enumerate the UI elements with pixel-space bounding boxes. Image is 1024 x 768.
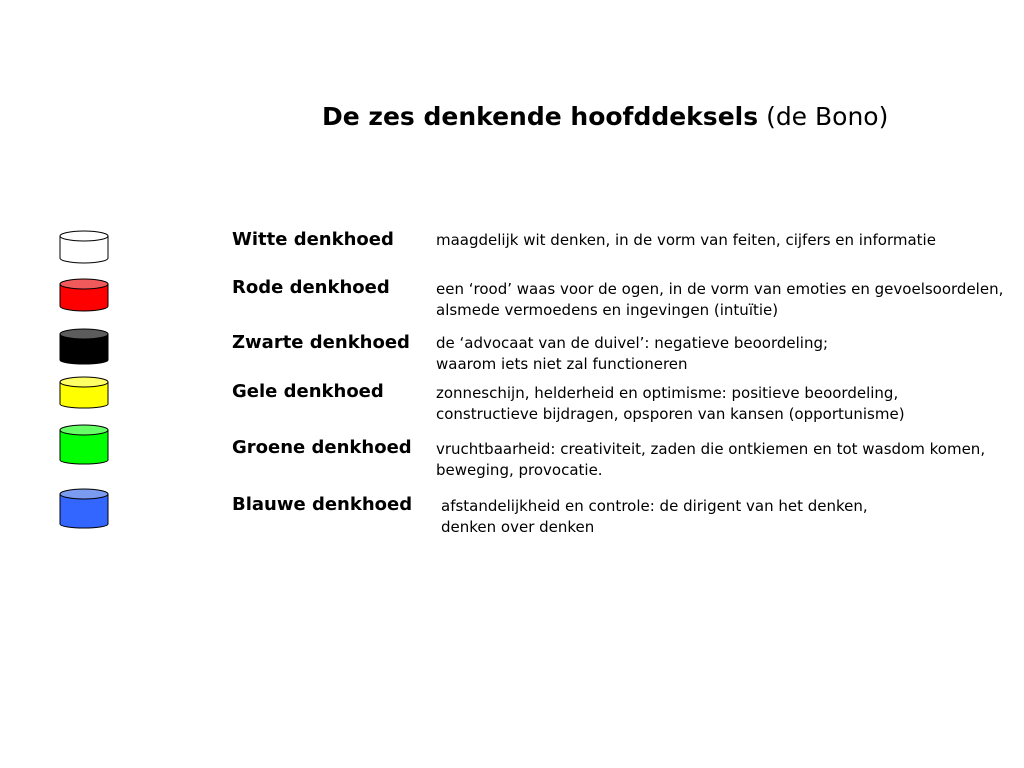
green-hat-icon bbox=[59, 424, 109, 458]
hat-desc-line: afstandelijkheid en controle: de dirigent van het denken, bbox=[441, 497, 868, 515]
hat-desc-line: denken over denken bbox=[441, 518, 595, 536]
red-hat-icon bbox=[59, 278, 109, 312]
hat-desc-line: alsmede vermoedens en ingevingen (intuïtie) bbox=[436, 301, 779, 319]
hat-name-white: Witte denkhoed bbox=[232, 229, 394, 250]
hat-desc-green bbox=[436, 439, 985, 481]
yellow-hat-icon bbox=[59, 376, 109, 410]
hat-desc-line: een ‘rood’ waas voor de ogen, in de vorm van emoties en gevoelsoordelen, bbox=[436, 280, 1004, 298]
page-title bbox=[322, 100, 922, 134]
black-hat-icon bbox=[59, 328, 109, 362]
hat-name-black: Zwarte denkhoed bbox=[232, 332, 410, 353]
hat-desc-line: beweging, provocatie. bbox=[436, 461, 603, 479]
hat-name-blue: Blauwe denkhoed bbox=[232, 494, 413, 515]
hat-desc-line: constructieve bijdragen, opsporen van kansen (opportunisme) bbox=[436, 405, 905, 423]
hat-desc-black bbox=[436, 333, 828, 375]
hat-desc-line: vruchtbaarheid: creativiteit, zaden die ontkiemen en tot wasdom komen, bbox=[436, 440, 986, 458]
hat-name-green: Groene denkhoed bbox=[232, 437, 412, 458]
hat-name-red: Rode denkhoed bbox=[232, 277, 390, 298]
title-suffix: (de Bono) bbox=[766, 102, 889, 131]
blue-hat-icon bbox=[59, 488, 109, 522]
hat-desc-yellow bbox=[436, 383, 905, 425]
hat-desc-line: de ‘advocaat van de duivel’: negatieve beoordeling; bbox=[436, 334, 829, 352]
hat-desc-blue bbox=[441, 496, 868, 538]
hat-desc-line: zonneschijn, helderheid en optimisme: positieve beoordeling, bbox=[436, 384, 899, 402]
hat-desc-red bbox=[436, 279, 1003, 321]
hat-name-yellow: Gele denkhoed bbox=[232, 381, 384, 402]
white-hat-icon bbox=[59, 230, 109, 264]
hat-desc-line: maagdelijk wit denken, in de vorm van feiten, cijfers en informatie bbox=[436, 231, 936, 249]
hat-desc-line: waarom iets niet zal functioneren bbox=[436, 355, 688, 373]
hat-desc-white bbox=[436, 230, 936, 251]
title-main: De zes denkende hoofddeksels bbox=[322, 102, 759, 131]
